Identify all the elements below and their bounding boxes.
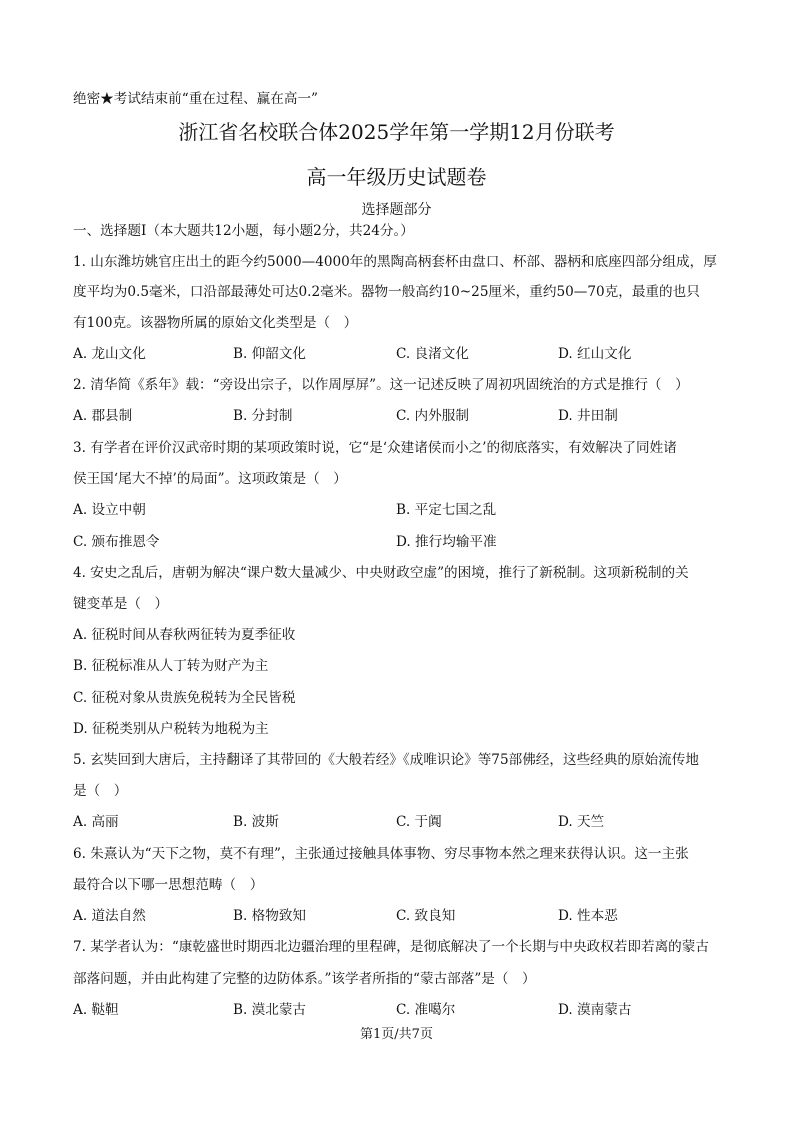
question-1-option-d[interactable]: D. 红山文化 [558, 346, 632, 362]
question-6-option-c[interactable]: C. 致良知 [396, 908, 456, 924]
page-number: 第1页/共7页 [360, 1027, 433, 1042]
question-6-option-b[interactable]: B. 格物致知 [233, 908, 307, 924]
question-3-line-2: 侯王国‘尾大不掉’的局面”。这项政策是（ ） [73, 471, 347, 487]
question-3-line-1: 3. 有学者在评价汉武帝时期的某项政策时说，它“是‘众建诸侯而小之’的彻底落实，有效解决了同姓诸 [73, 440, 677, 456]
question-2-option-a[interactable]: A. 郡县制 [73, 408, 133, 424]
question-1-option-b[interactable]: B. 仰韶文化 [233, 346, 307, 362]
question-4-line-1: 4. 安史之乱后，唐朝为解决“课户数大量减少、中央财政空虚”的困境，推行了新税制。这项新税制的关 [73, 565, 689, 581]
question-1-line-3: 有100克。该器物所属的原始文化类型是（ ） [73, 315, 358, 331]
question-1-line-1: 1. 山东潍坊姚官庄出土的距今约5000—4000年的黑陶高柄套杯由盘口、杯部、器柄和底座四部分组成，厚 [73, 254, 717, 270]
question-5-option-c[interactable]: C. 于阗 [396, 814, 442, 830]
question-5-option-d[interactable]: D. 天竺 [558, 814, 605, 830]
question-7-option-d[interactable]: D. 漠南蒙古 [558, 1002, 632, 1018]
question-6-line-2: 最符合以下哪一思想范畴（ ） [73, 877, 264, 893]
exam-subtitle: 高一年级历史试题卷 [306, 165, 487, 189]
question-5-option-b[interactable]: B. 波斯 [233, 814, 279, 830]
question-7-option-a[interactable]: A. 鞑靼 [73, 1002, 119, 1018]
question-6-option-a[interactable]: A. 道法自然 [73, 908, 146, 924]
question-7-option-c[interactable]: C. 准噶尔 [396, 1002, 456, 1018]
question-3-option-c[interactable]: C. 颁布推恩令 [73, 534, 160, 550]
question-2-line-1: 2. 清华简《系年》载：“旁设出宗子，以作周厚屏”。这一记述反映了周初巩固统治的方式是推行（ ） [73, 377, 689, 393]
question-7-option-b[interactable]: B. 漠北蒙古 [233, 1002, 307, 1018]
question-5-line-1: 5. 玄奘回到大唐后，主持翻译了其带回的《大般若经》《成唯识论》等75部佛经，这些经典的原始流传地 [73, 752, 699, 768]
question-3-option-a[interactable]: A. 设立中朝 [73, 502, 146, 518]
question-4-option-b[interactable]: B. 征税标准从人丁转为财产为主 [73, 658, 269, 674]
confidential-notice: 绝密★考试结束前“重在过程、赢在高一” [73, 91, 318, 107]
part-heading: 一、选择题Ⅰ（本大题共12小题，每小题2分，共24分。） [73, 223, 414, 239]
question-4-line-2: 键变革是（ ） [73, 596, 169, 612]
question-3-option-d[interactable]: D. 推行均输平准 [396, 534, 497, 550]
question-1-line-2: 度平均为0.5毫米，口沿部最薄处可达0.2毫米。器物一般高约10~25厘米，重约50—70克，最重的也只 [73, 284, 700, 300]
question-7-line-1: 7. 某学者认为：“康乾盛世时期西北边疆治理的里程碑，是彻底解决了一个长期与中央政权若即若离的蒙古 [73, 939, 709, 955]
question-4-option-a[interactable]: A. 征税时间从春秋两征转为夏季征收 [73, 627, 296, 643]
question-7-line-2: 部落问题，并由此构建了完整的边防体系。”该学者所指的“蒙古部落”是（ ） [73, 971, 536, 987]
question-4-option-c[interactable]: C. 征税对象从贵族免税转为全民皆税 [73, 690, 296, 706]
question-4-option-d[interactable]: D. 征税类别从户税转为地税为主 [73, 721, 269, 737]
question-3-option-b[interactable]: B. 平定七国之乱 [396, 502, 497, 518]
exam-title: 浙江省名校联合体2025学年第一学期12月份联考 [178, 120, 615, 144]
question-6-line-1: 6. 朱熹认为“天下之物，莫不有理”，主张通过接触具体事物、穷尽事物本然之理来获得认识。这一主张 [73, 846, 689, 862]
question-1-option-a[interactable]: A. 龙山文化 [73, 346, 146, 362]
question-1-option-c[interactable]: C. 良渚文化 [396, 346, 469, 362]
question-5-option-a[interactable]: A. 高丽 [73, 814, 119, 830]
question-2-option-b[interactable]: B. 分封制 [233, 408, 293, 424]
question-2-option-c[interactable]: C. 内外服制 [396, 408, 469, 424]
question-6-option-d[interactable]: D. 性本恶 [558, 908, 618, 924]
question-2-option-d[interactable]: D. 井田制 [558, 408, 618, 424]
question-5-line-2: 是（ ） [73, 783, 128, 799]
section-heading: 选择题部分 [361, 202, 432, 218]
